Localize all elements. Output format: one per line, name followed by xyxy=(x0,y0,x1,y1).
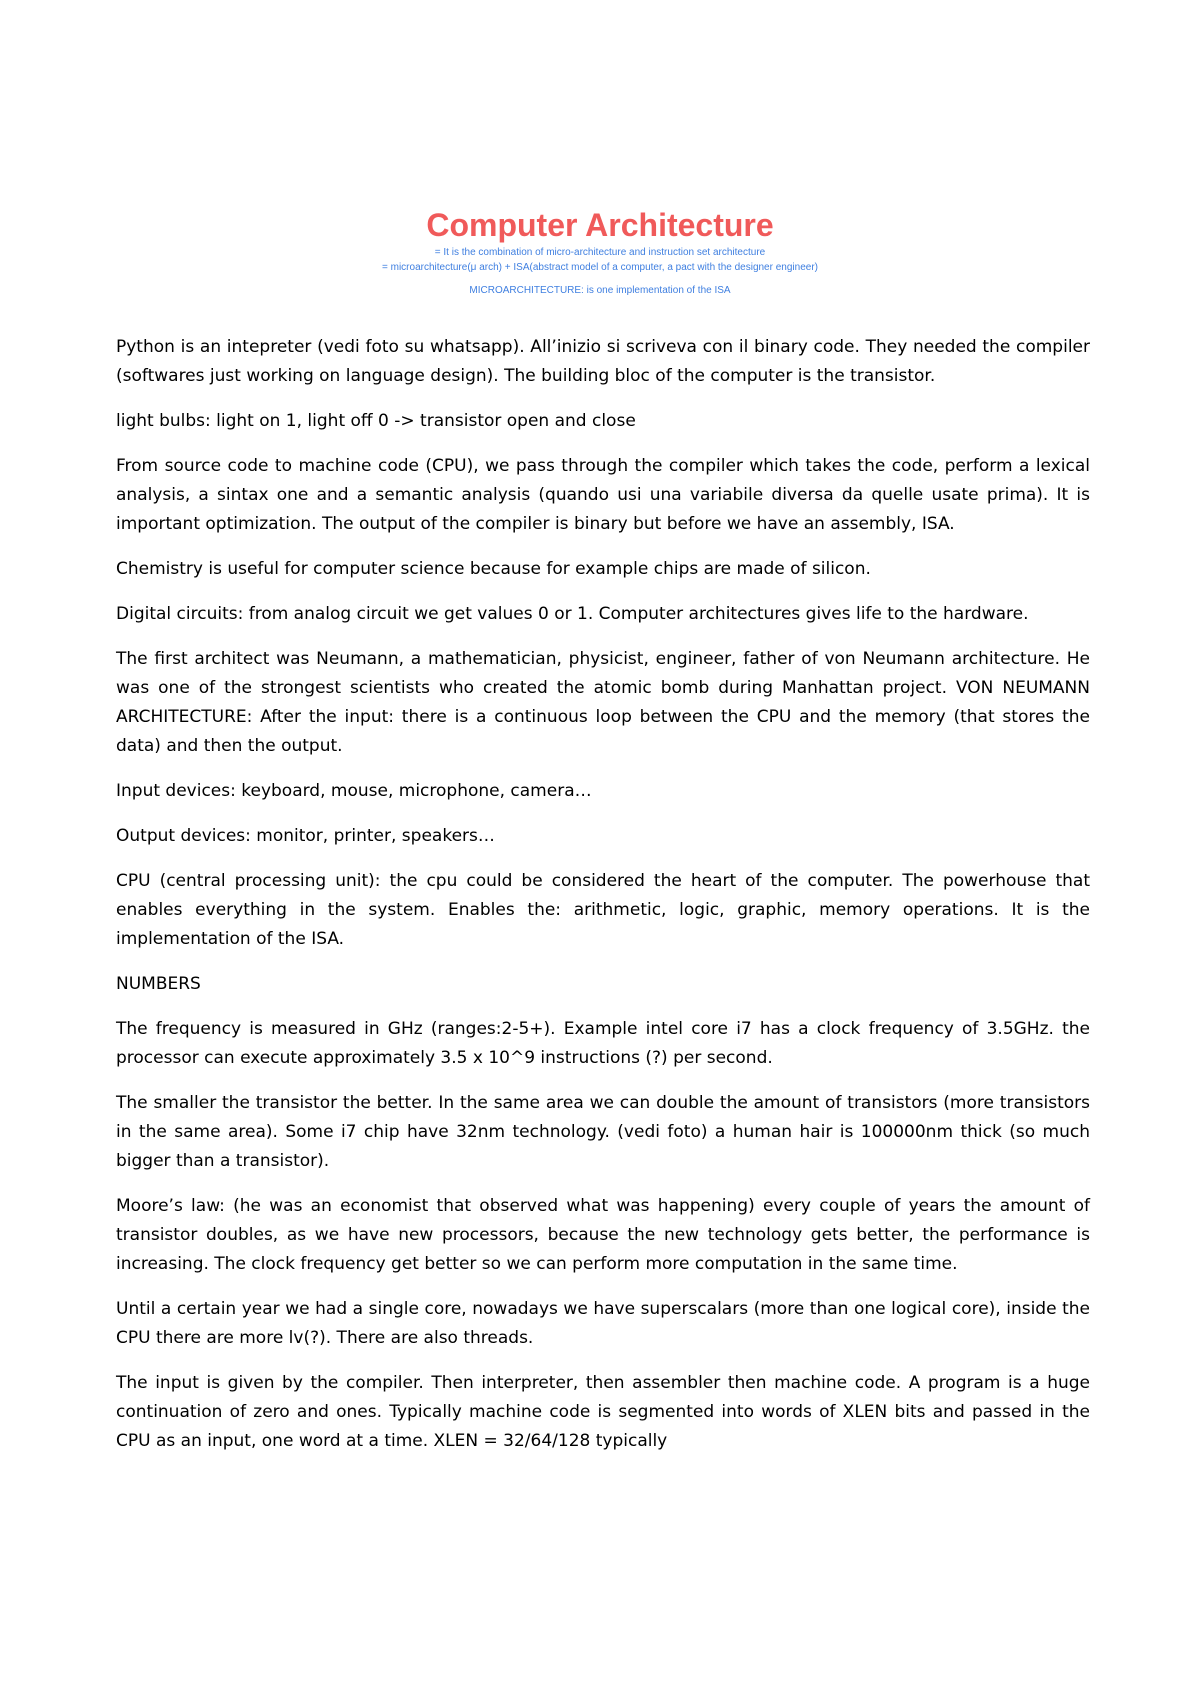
section-heading-numbers: NUMBERS xyxy=(116,974,201,994)
paragraph-output-devices: Output devices: monitor, printer, speakers… xyxy=(116,826,495,846)
paragraph-cpu: CPU (central processing unit): the cpu could be considered the heart of the computer. The powerhouse that enables everything in the system. Enables the: arithmetic, logic, graphic, memory operations. It is the implementation of the ISA. xyxy=(116,871,1090,949)
paragraph-light-bulbs: light bulbs: light on 1, light off 0 -> transistor open and close xyxy=(116,411,636,431)
paragraph-moores-law: Moore’s law: (he was an economist that observed what was happening) every couple of years the amount of transistor doubles, as we have new processors, because the new technology gets better, the performance is increasing. The clock frequency get better so we can perform more computation in the same time. xyxy=(116,1196,1090,1274)
formula-line: = microarchitecture(μ arch) + ISA(abstract model of a computer, a pact with the designer engineer) xyxy=(382,262,818,273)
paragraph-cores: Until a certain year we had a single core, nowadays we have superscalars (more than one logical core), inside the CPU there are more lv(?). There are also threads. xyxy=(116,1299,1090,1348)
paragraph-input-devices: Input devices: keyboard, mouse, microphone, camera… xyxy=(116,781,592,801)
microarchitecture-note: MICROARCHITECTURE: is one implementation of the ISA xyxy=(469,285,731,296)
document-title: Computer Architecture xyxy=(426,207,774,243)
paragraph-machine-code: The input is given by the compiler. Then interpreter, then assembler then machine code. A program is a huge continuation of zero and ones. Typically machine code is segmented into words of XLEN bits and passed in the CPU as an input, one word at a time. XLEN = 32/64/128 typically xyxy=(116,1373,1090,1451)
paragraph-chemistry: Chemistry is useful for computer science because for example chips are made of silicon. xyxy=(116,559,871,579)
definition-line: = It is the combination of micro-architecture and instruction set architecture xyxy=(434,247,766,258)
paragraph-digital-circuits: Digital circuits: from analog circuit we get values 0 or 1. Computer architectures gives life to the hardware. xyxy=(116,604,1029,624)
paragraph-source-code: From source code to machine code (CPU), we pass through the compiler which takes the code, perform a lexical analysis, a sintax one and a semantic analysis (quando usi una variabile diversa da quelle usate prima). It is important optimization. The output of the compiler is binary but before we have an assembly, ISA. xyxy=(116,456,1090,534)
paragraph-transistor-size: The smaller the transistor the better. In the same area we can double the amount of transistors (more transistors in the same area). Some i7 chip have 32nm technology. (vedi foto) a human hair is 100000nm thick (so much bigger than a transistor). xyxy=(116,1093,1090,1171)
paragraph-python: Python is an intepreter (vedi foto su whatsapp). All’inizio si scriveva con il binary code. They needed the compiler (softwares just working on language design). The building bloc of the computer is the transistor. xyxy=(116,337,1090,386)
paragraph-von-neumann: The first architect was Neumann, a mathematician, physicist, engineer, father of von Neumann architecture. He was one of the strongest scientists who created the atomic bomb during Manhattan project. VON NEUMANN ARCHITECTURE: After the input: there is a continuous loop between the CPU and the memory (that stores the data) and then the output. xyxy=(116,649,1090,756)
paragraph-frequency: The frequency is measured in GHz (ranges:2-5+). Example intel core i7 has a clock frequency of 3.5GHz. the processor can execute approximately 3.5 x 10^9 instructions (?) per second. xyxy=(116,1019,1090,1068)
document-header xyxy=(0,205,1200,298)
document-body xyxy=(116,333,1090,1472)
